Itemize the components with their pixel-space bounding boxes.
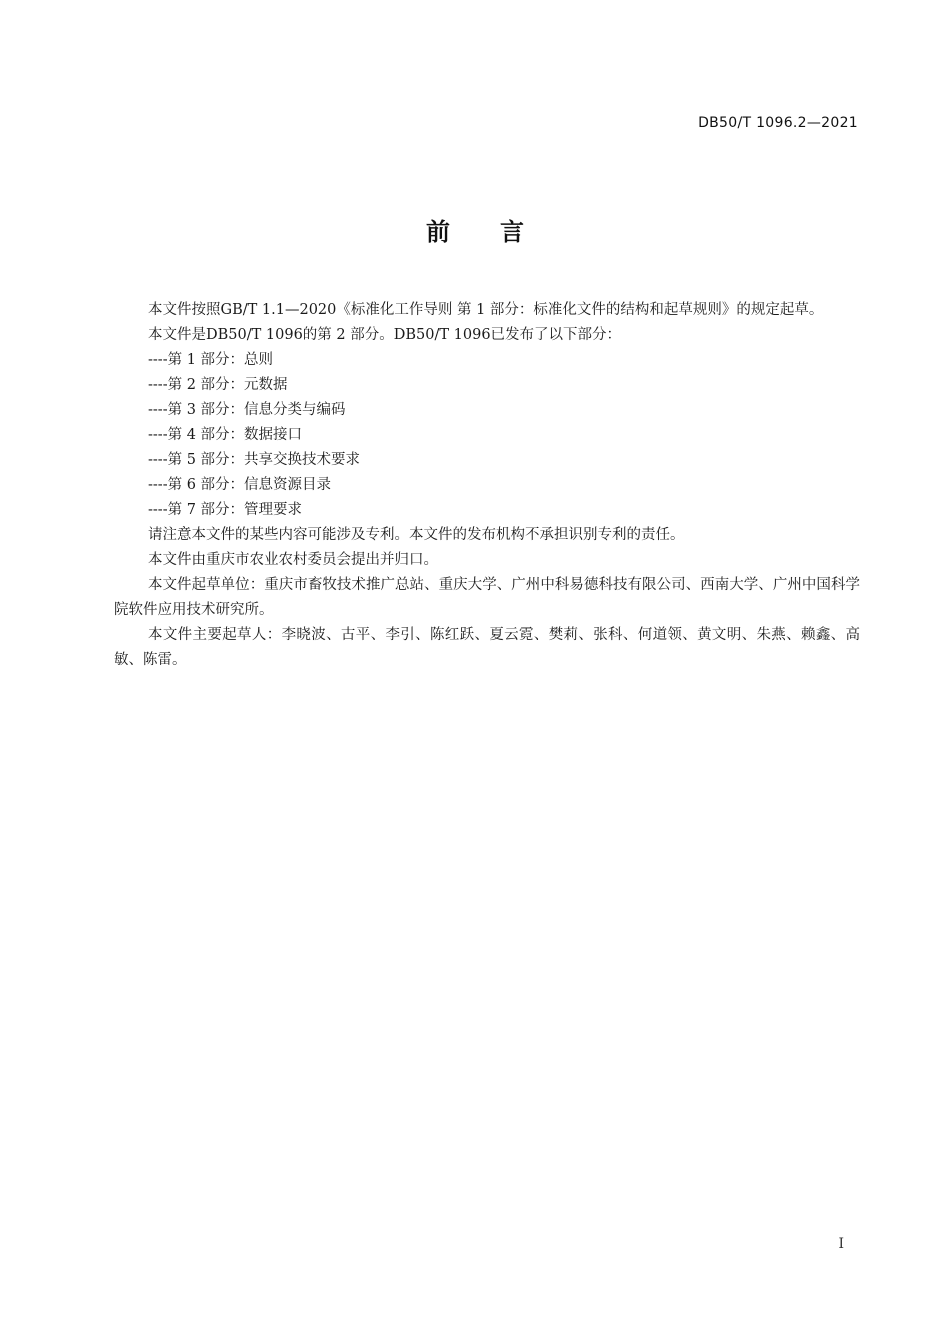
list-item: ----第 6 部分：信息资源目录 [148, 477, 332, 493]
title-char-1: 前 [426, 218, 450, 246]
list-item: ----第 3 部分：信息分类与编码 [148, 402, 346, 418]
paragraph-drafting-units: 本文件起草单位：重庆市畜牧技术推广总站、重庆大学、广州中科易德科技有限公司、西南大学、广州中国科学院软件应用技术研究所。 [114, 577, 860, 618]
list-item: ----第 2 部分：元数据 [148, 377, 288, 393]
paragraph-patent-notice: 请注意本文件的某些内容可能涉及专利。本文件的发布机构不承担识别专利的责任。 [148, 527, 685, 543]
preface-body [114, 298, 860, 673]
paragraph-proposer: 本文件由重庆市农业农村委员会提出并归口。 [148, 552, 438, 568]
title-char-2: 言 [500, 218, 524, 246]
list-item: ----第 4 部分：数据接口 [148, 427, 303, 443]
list-item: ----第 5 部分：共享交换技术要求 [148, 452, 361, 468]
document-code: DB50/T 1096.2—2021 [698, 115, 858, 131]
page-title [0, 212, 950, 247]
list-item: ----第 7 部分：管理要求 [148, 502, 303, 518]
list-item: ----第 1 部分：总则 [148, 352, 274, 368]
paragraph-series-intro: 本文件是DB50/T 1096的第 2 部分。DB50/T 1096已发布了以下部分： [148, 327, 622, 343]
paragraph-drafting-rules: 本文件按照GB/T 1.1—2020《标准化工作导则 第 1 部分：标准化文件的结构和起草规则》的规定起草。 [148, 302, 824, 318]
paragraph-drafters: 本文件主要起草人：李晓波、古平、李引、陈红跃、夏云霓、樊莉、张科、何道领、黄文明、朱燕、赖鑫、高敏、陈雷。 [114, 627, 860, 668]
page-number: I [838, 1236, 844, 1252]
